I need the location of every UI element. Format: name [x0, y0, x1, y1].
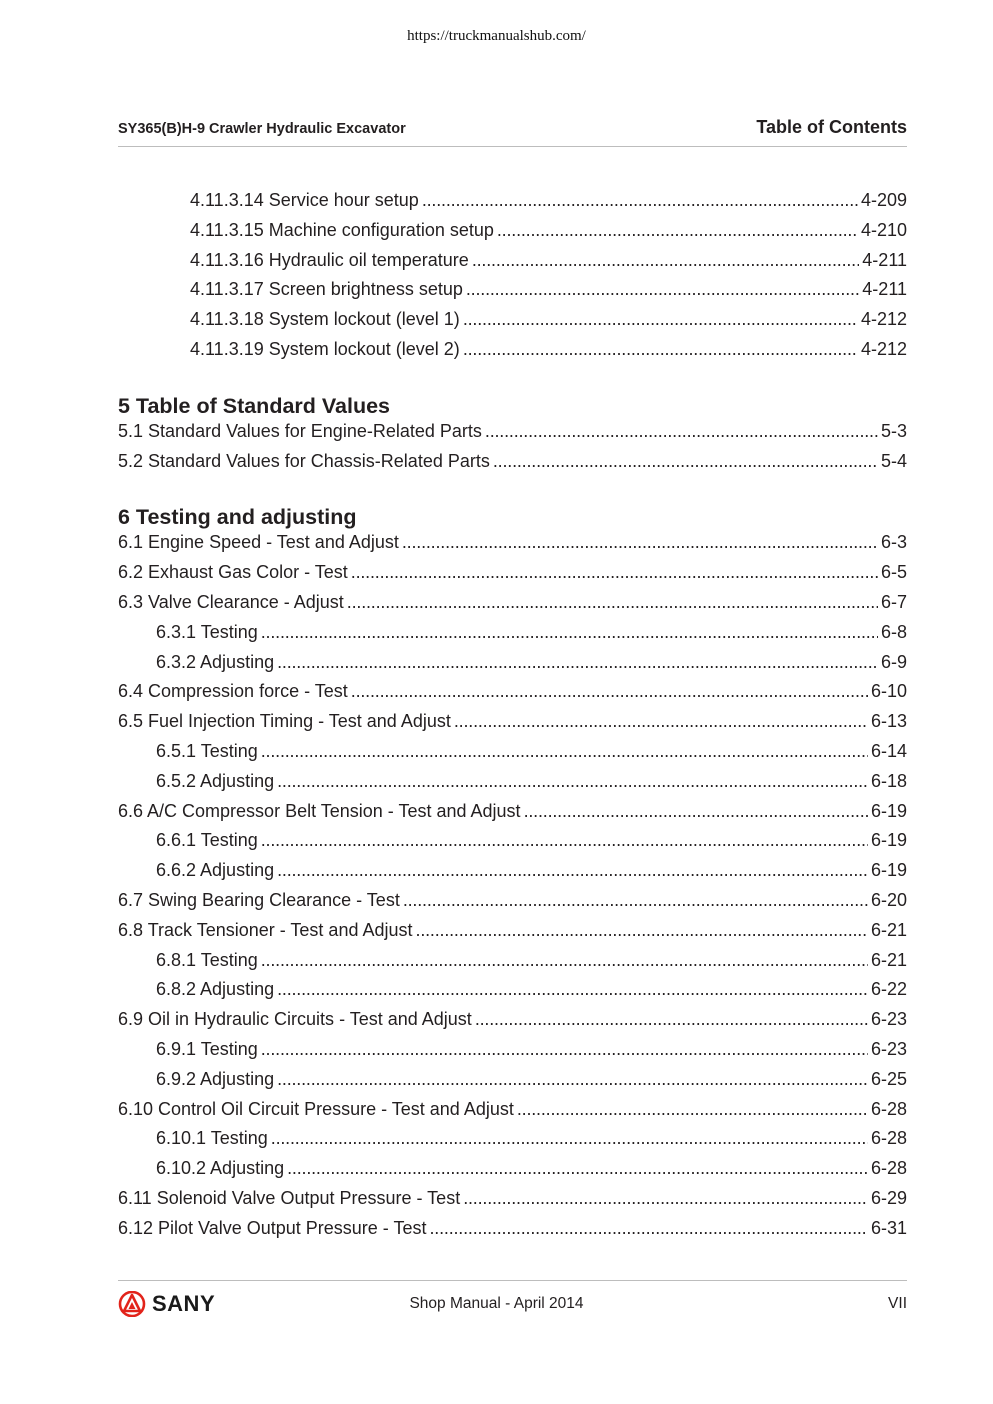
toc-entry-title: 6.8 Track Tensioner - Test and Adjust [118, 919, 413, 940]
toc-entry-title: 4.11.3.15 Machine configuration setup [190, 219, 494, 240]
toc-entry-title: 6.3.2 Adjusting [156, 651, 275, 672]
toc-dot-leader [277, 860, 868, 881]
toc-entry[interactable] [118, 890, 907, 920]
sany-logo-text: SANY [152, 1291, 216, 1316]
toc-entry[interactable] [118, 250, 907, 280]
toc-entry-page: 6-28 [870, 1098, 907, 1119]
toc-entry-title: 4.11.3.14 Service hour setup [190, 190, 419, 210]
toc-section-4-continued [118, 190, 907, 369]
toc-entry-page: 6-18 [870, 770, 907, 791]
table-of-contents [118, 190, 907, 1248]
chapter-heading-6: 6 Testing and adjusting [118, 505, 357, 530]
toc-entry-title: 6.6 A/C Compressor Belt Tension - Test and Adjust [118, 800, 521, 821]
toc-dot-leader [277, 979, 868, 1000]
toc-dot-leader [277, 1069, 868, 1090]
toc-entry-title: 6.10.1 Testing [156, 1128, 268, 1149]
toc-entry-page: 4-210 [860, 219, 907, 240]
toc-dot-leader [402, 532, 878, 553]
toc-entry[interactable] [118, 741, 907, 771]
toc-entry-page: 4-212 [860, 309, 907, 330]
toc-entry-title: 6.1 Engine Speed - Test and Adjust [118, 532, 399, 553]
toc-entry-page: 6-14 [870, 740, 907, 761]
header-divider [118, 146, 907, 147]
toc-entry[interactable] [118, 339, 907, 369]
toc-entry-title: 6.2 Exhaust Gas Color - Test [118, 562, 348, 583]
toc-entry-page: 6-19 [870, 830, 907, 851]
toc-entry-title: 6.3 Valve Clearance - Adjust [118, 591, 344, 612]
toc-dot-leader [347, 592, 878, 613]
toc-entry-title: 6.5 Fuel Injection Timing - Test and Adjust [118, 711, 451, 732]
toc-entry-title: 6.10 Control Oil Circuit Pressure - Test and Adjust [118, 1098, 514, 1119]
toc-entry-title: 5.2 Standard Values for Chassis-Related Parts [118, 450, 490, 471]
toc-entry-title: 6.6.2 Adjusting [156, 860, 275, 881]
toc-entry-page: 6-7 [880, 591, 907, 612]
toc-entry[interactable] [118, 622, 907, 652]
toc-entry[interactable] [118, 1039, 907, 1069]
toc-entry[interactable] [118, 681, 907, 711]
toc-dot-leader [261, 622, 878, 643]
toc-dot-leader [271, 1128, 868, 1149]
toc-entry-page: 6-29 [870, 1187, 907, 1208]
toc-entry[interactable] [118, 801, 907, 831]
toc-entry-title: 6.4 Compression force - Test [118, 681, 348, 702]
footer-edition: Shop Manual - April 2014 [409, 1295, 584, 1312]
toc-dot-leader [261, 1039, 868, 1060]
toc-dot-leader [277, 771, 868, 792]
toc-entry-title: 6.12 Pilot Valve Output Pressure - Test [118, 1217, 427, 1238]
toc-entry-page: 6-10 [870, 681, 907, 702]
toc-dot-leader [485, 421, 878, 442]
toc-dot-leader [261, 741, 868, 762]
toc-entry-page: 6-21 [870, 949, 907, 970]
toc-entry-page: 5-4 [880, 450, 907, 471]
toc-dot-leader [454, 711, 868, 732]
toc-entry-page: 6-3 [880, 532, 907, 553]
document-title: SY365(B)H-9 Crawler Hydraulic Excavator [118, 121, 406, 137]
toc-entry[interactable] [118, 920, 907, 950]
toc-dot-leader [287, 1158, 868, 1179]
toc-entry-title: 4.11.3.16 Hydraulic oil temperature [190, 249, 469, 270]
toc-entry[interactable] [118, 532, 907, 562]
toc-dot-leader [493, 451, 878, 472]
toc-entry-page: 6-19 [870, 860, 907, 881]
toc-section-6 [118, 532, 907, 1247]
toc-dot-leader [524, 801, 868, 822]
section-title: Table of Contents [756, 117, 907, 137]
toc-entry-page: 6-8 [880, 621, 907, 642]
toc-entry-title: 6.9 Oil in Hydraulic Circuits - Test and Adjust [118, 1009, 472, 1030]
toc-entry-page: 4-212 [860, 338, 907, 359]
toc-entry[interactable] [118, 309, 907, 339]
toc-entry-page: 4-211 [862, 279, 907, 300]
toc-entry-page: 6-22 [870, 979, 907, 1000]
toc-entry-page: 6-21 [870, 919, 907, 940]
toc-dot-leader [261, 830, 868, 851]
toc-entry[interactable] [118, 592, 907, 622]
toc-entry[interactable] [118, 711, 907, 741]
toc-entry[interactable] [118, 652, 907, 682]
toc-dot-leader [430, 1218, 868, 1239]
toc-entry-page: 6-13 [870, 711, 907, 732]
toc-entry-title: 4.11.3.19 System lockout (level 2) [190, 338, 460, 359]
toc-entry[interactable] [118, 950, 907, 980]
toc-section-5 [118, 421, 907, 481]
toc-entry[interactable] [118, 979, 907, 1009]
toc-entry-title: 6.11 Solenoid Valve Output Pressure - Test [118, 1187, 461, 1208]
toc-dot-leader [463, 1188, 868, 1209]
toc-entry-page: 6-19 [870, 800, 907, 821]
toc-entry-page: 6-23 [870, 1009, 907, 1030]
page-number: VII [888, 1295, 907, 1312]
toc-entry-title: 6.8.1 Testing [156, 949, 258, 970]
toc-entry[interactable] [118, 421, 907, 451]
toc-entry-title: 5.1 Standard Values for Engine-Related Parts [118, 420, 482, 441]
toc-entry[interactable] [118, 220, 907, 250]
toc-entry-title: 6.3.1 Testing [156, 621, 258, 642]
toc-entry-title: 4.11.3.18 System lockout (level 1) [190, 309, 460, 330]
toc-entry-page: 6-31 [870, 1217, 907, 1238]
toc-entry-title: 6.10.2 Adjusting [156, 1158, 285, 1179]
toc-entry-page: 6-28 [870, 1128, 907, 1149]
toc-dot-leader [416, 920, 868, 941]
toc-entry-title: 6.9.1 Testing [156, 1038, 258, 1059]
toc-entry-page: 6-28 [870, 1158, 907, 1179]
toc-entry[interactable] [118, 860, 907, 890]
toc-dot-leader [472, 250, 859, 271]
toc-entry-page: 4-211 [862, 249, 907, 270]
toc-dot-leader [261, 950, 868, 971]
toc-dot-leader [351, 562, 878, 583]
toc-entry[interactable] [118, 279, 907, 309]
toc-dot-leader [466, 279, 859, 300]
toc-entry-page: 6-23 [870, 1038, 907, 1059]
toc-entry[interactable] [118, 1218, 907, 1248]
footer-divider [118, 1280, 907, 1281]
toc-entry-page: 6-25 [870, 1068, 907, 1089]
toc-entry[interactable] [118, 1188, 907, 1218]
toc-dot-leader [517, 1099, 868, 1120]
toc-dot-leader [463, 339, 858, 360]
toc-dot-leader [463, 309, 858, 330]
toc-entry-title: 6.5.2 Adjusting [156, 770, 275, 791]
toc-entry[interactable] [118, 1069, 907, 1099]
toc-entry-title: 6.8.2 Adjusting [156, 979, 275, 1000]
toc-entry-title: 6.6.1 Testing [156, 830, 258, 851]
toc-dot-leader [497, 220, 858, 241]
toc-entry[interactable] [118, 190, 907, 220]
toc-entry-page: 6-9 [880, 651, 907, 672]
toc-dot-leader [403, 890, 868, 911]
toc-entry-page: 6-20 [870, 889, 907, 910]
toc-entry[interactable] [118, 830, 907, 860]
toc-dot-leader [422, 190, 858, 211]
toc-entry[interactable] [118, 1128, 907, 1158]
toc-entry[interactable] [118, 451, 907, 481]
toc-entry-title: 6.5.1 Testing [156, 740, 258, 761]
toc-entry[interactable] [118, 1099, 907, 1129]
toc-entry-page: 6-5 [880, 562, 907, 583]
toc-entry[interactable] [118, 562, 907, 592]
toc-entry-title: 6.7 Swing Bearing Clearance - Test [118, 889, 400, 910]
toc-entry[interactable] [118, 771, 907, 801]
toc-entry-page: 5-3 [880, 420, 907, 441]
toc-entry[interactable] [118, 1009, 907, 1039]
toc-dot-leader [351, 681, 868, 702]
toc-entry[interactable] [118, 1158, 907, 1188]
toc-dot-leader [277, 652, 878, 673]
chapter-heading-5: 5 Table of Standard Values [118, 393, 391, 418]
toc-entry-title: 6.9.2 Adjusting [156, 1068, 275, 1089]
toc-entry-page: 4-209 [860, 190, 907, 210]
toc-entry-title: 4.11.3.17 Screen brightness setup [190, 279, 463, 300]
source-url[interactable]: https://truckmanualshub.com/ [407, 28, 586, 44]
toc-dot-leader [475, 1009, 868, 1030]
